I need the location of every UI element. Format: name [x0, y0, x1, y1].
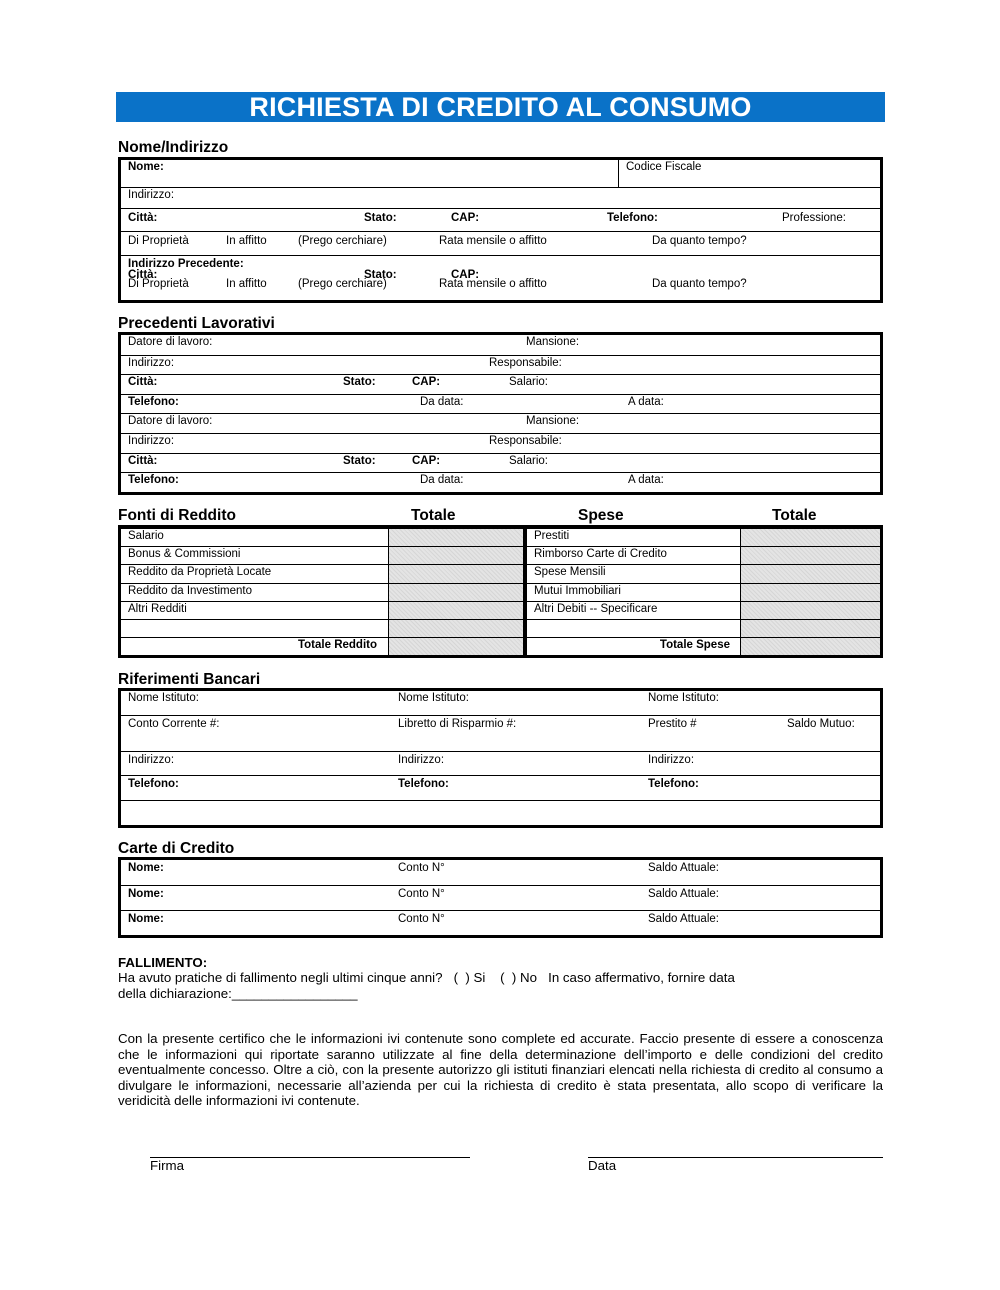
mansione-field[interactable]: Mansione:: [526, 336, 580, 348]
prestito-field[interactable]: Prestito #: [648, 718, 697, 730]
salario-2-field[interactable]: Salario:: [509, 454, 548, 467]
indirizzo-field[interactable]: Indirizzo:: [128, 189, 175, 201]
di-proprieta-option[interactable]: Di Proprietà: [128, 235, 189, 247]
indirizzo-precedente-field[interactable]: Indirizzo Precedente:: [128, 258, 244, 270]
totale-reddito-label: Totale Reddito: [297, 639, 377, 652]
salario-field[interactable]: Salario:: [509, 376, 548, 389]
nome-field[interactable]: Nome:: [128, 161, 164, 173]
telefono-lavoro-2-field[interactable]: Telefono:: [128, 474, 179, 487]
a-data-2-field[interactable]: A data:: [628, 474, 664, 487]
section-nome-indirizzo: Nome/Indirizzo: [118, 139, 229, 156]
stato-lavoro-field[interactable]: Stato:: [343, 376, 376, 389]
reddito-item: Reddito da Proprietà Locate: [128, 566, 272, 579]
telefono-banca-2-field[interactable]: Telefono:: [398, 778, 449, 790]
spesa-item: Rimborso Carte di Credito: [534, 548, 667, 561]
stato-field[interactable]: Stato:: [364, 212, 397, 224]
prego-cerchiare-prec-note: (Prego cerchiare): [298, 278, 387, 290]
spesa-item: Mutui Immobiliari: [534, 584, 621, 597]
indirizzo-lavoro-field[interactable]: Indirizzo:: [128, 356, 175, 369]
carta-conto-field[interactable]: Conto N°: [398, 862, 445, 874]
da-quanto-field[interactable]: Da quanto tempo?: [652, 235, 747, 247]
responsabile-field[interactable]: Responsabile:: [489, 356, 562, 369]
nome-istituto-1-field[interactable]: Nome Istituto:: [128, 692, 199, 704]
reddito-item: Altri Redditi: [128, 602, 187, 615]
cap-field[interactable]: CAP:: [451, 212, 480, 224]
carta-saldo-field[interactable]: Saldo Attuale:: [648, 862, 719, 874]
cap-prec-field[interactable]: CAP:: [451, 269, 480, 281]
section-spese: Spese: [578, 507, 624, 524]
professione-field[interactable]: Professione:: [782, 212, 846, 224]
form-title: RICHIESTA DI CREDITO AL CONSUMO: [116, 92, 885, 122]
redditi-box: [118, 525, 526, 658]
banche-box: [118, 688, 883, 828]
carta-conto-field[interactable]: Conto N°: [398, 888, 445, 900]
telefono-banca-1-field[interactable]: Telefono:: [128, 778, 179, 790]
telefono-banca-3-field[interactable]: Telefono:: [648, 778, 699, 790]
mansione-2-field[interactable]: Mansione:: [526, 415, 580, 428]
fallimento-question[interactable]: Ha avuto pratiche di fallimento negli ultimi cinque anni? ( ) Si ( ) No In caso affermativo, fornire data: [118, 970, 735, 985]
data-label: Data: [588, 1158, 617, 1173]
section-fonti-reddito: Fonti di Reddito: [118, 507, 236, 524]
telefono-lavoro-field[interactable]: Telefono:: [128, 395, 179, 408]
in-affitto-prec-option[interactable]: In affitto: [226, 278, 267, 290]
da-data-field[interactable]: Da data:: [420, 395, 464, 408]
indirizzo-lavoro-2-field[interactable]: Indirizzo:: [128, 434, 175, 447]
reddito-item: Salario: [128, 530, 164, 542]
lavoro-box: [118, 332, 883, 495]
libretto-field[interactable]: Libretto di Risparmio #:: [398, 718, 517, 730]
datore-2-field[interactable]: Datore di lavoro:: [128, 415, 213, 428]
da-data-2-field[interactable]: Da data:: [420, 474, 464, 487]
fallimento-heading: FALLIMENTO:: [118, 955, 208, 970]
reddito-item: Reddito da Investimento: [128, 584, 253, 597]
telefono-field[interactable]: Telefono:: [607, 212, 658, 224]
citta-lavoro-field[interactable]: Città:: [128, 376, 158, 389]
carte-box: [118, 857, 883, 938]
rata-prec-field[interactable]: Rata mensile o affitto: [439, 278, 547, 290]
spesa-item: Altri Debiti -- Specificare: [534, 602, 658, 615]
responsabile-2-field[interactable]: Responsabile:: [489, 434, 562, 447]
carta-nome-field[interactable]: Nome:: [128, 862, 164, 874]
nome-istituto-2-field[interactable]: Nome Istituto:: [398, 692, 469, 704]
section-lavoro: Precedenti Lavorativi: [118, 315, 275, 332]
totale-spese-heading: Totale: [772, 507, 817, 524]
stato-lavoro-2-field[interactable]: Stato:: [343, 454, 376, 467]
saldo-mutuo-field[interactable]: Saldo Mutuo:: [787, 718, 855, 730]
nome-istituto-3-field[interactable]: Nome Istituto:: [648, 692, 719, 704]
stato-prec-field[interactable]: Stato:: [364, 269, 397, 281]
carta-nome-field[interactable]: Nome:: [128, 888, 164, 900]
rata-field[interactable]: Rata mensile o affitto: [439, 235, 547, 247]
conto-corrente-field[interactable]: Conto Corrente #:: [128, 718, 220, 730]
codice-fiscale-field[interactable]: Codice Fiscale: [626, 161, 702, 173]
carta-nome-field[interactable]: Nome:: [128, 913, 164, 925]
totale-spese-label: Totale Spese: [659, 639, 730, 652]
fallimento-data-dichiarazione[interactable]: della dichiarazione:_________________: [118, 986, 358, 1001]
cap-lavoro-2-field[interactable]: CAP:: [412, 454, 441, 467]
carta-saldo-field[interactable]: Saldo Attuale:: [648, 888, 719, 900]
da-quanto-prec-field[interactable]: Da quanto tempo?: [652, 278, 747, 290]
indirizzo-banca-1-field[interactable]: Indirizzo:: [128, 754, 175, 766]
nome-indirizzo-box: [118, 157, 883, 303]
citta-prec-field[interactable]: Città:: [128, 269, 158, 281]
datore-field[interactable]: Datore di lavoro:: [128, 336, 213, 348]
carta-conto-field[interactable]: Conto N°: [398, 913, 445, 925]
reddito-item: Bonus & Commissioni: [128, 548, 241, 561]
certificazione-text: Con la presente certifico che le informazioni ivi contenute sono complete ed accurate. Faccio presente di essere a conoscenza che le informazioni qui riportate saranno utilizzate al fine della determinazione dell’importo e delle condizioni del credito eventualmente concesso. Oltre a ciò, con la presente autorizzo gli istituti finanziari elencati nella richiesta di credito al consumo a divulgare le informazioni, necessarie all’azienda per cui la richiesta di credito è stata presentata, allo scopo di verificare la veridicità delle informazioni ivi contenute.: [118, 1031, 883, 1108]
in-affitto-option[interactable]: In affitto: [226, 235, 267, 247]
section-banche: Riferimenti Bancari: [118, 671, 261, 688]
spesa-item: Spese Mensili: [534, 566, 606, 579]
spese-box: [524, 525, 883, 658]
indirizzo-banca-3-field[interactable]: Indirizzo:: [648, 754, 695, 766]
cap-lavoro-field[interactable]: CAP:: [412, 376, 441, 389]
citta-field[interactable]: Città:: [128, 212, 158, 224]
firma-label: Firma: [150, 1158, 184, 1173]
section-carte: Carte di Credito: [118, 840, 235, 857]
data-line[interactable]: [588, 1157, 883, 1158]
indirizzo-banca-2-field[interactable]: Indirizzo:: [398, 754, 445, 766]
totale-reddito-heading: Totale: [411, 507, 456, 524]
di-proprieta-prec-option[interactable]: Di Proprietà: [128, 278, 189, 290]
a-data-field[interactable]: A data:: [628, 395, 664, 408]
prego-cerchiare-note: (Prego cerchiare): [298, 235, 387, 247]
citta-lavoro-2-field[interactable]: Città:: [128, 454, 158, 467]
spesa-item: Prestiti: [534, 530, 570, 542]
firma-line[interactable]: [150, 1157, 470, 1158]
carta-saldo-field[interactable]: Saldo Attuale:: [648, 913, 719, 925]
